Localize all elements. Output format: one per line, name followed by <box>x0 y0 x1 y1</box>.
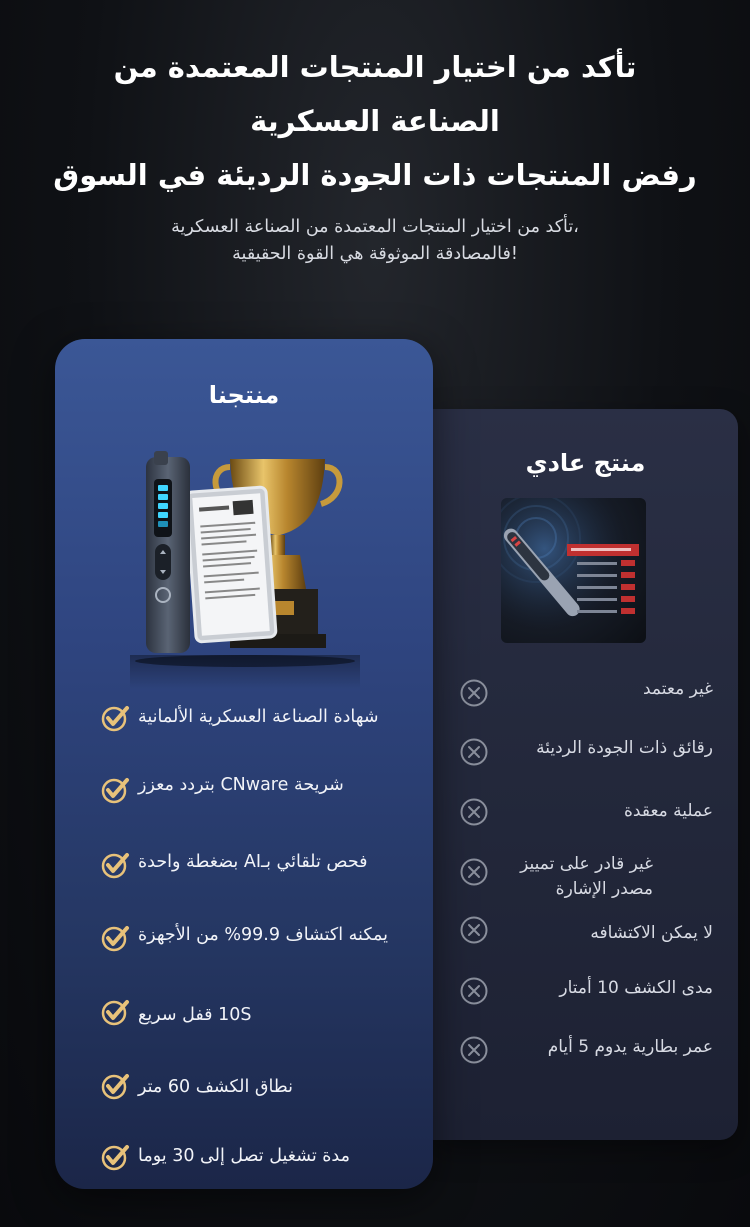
normal-feature-label: غير معتمد <box>643 679 713 699</box>
our-feature-label: يمكنه اكتشاف 99.9% من الأجهزة <box>138 925 388 945</box>
our-feature-item <box>55 917 433 957</box>
normal-product-image <box>501 498 646 643</box>
normal-feature-label: غير قادر على تمييز مصدر الإشارة <box>520 854 653 899</box>
gold-check-icon <box>100 849 132 881</box>
x-circle-icon <box>459 976 489 1006</box>
headline-line-1: تأكد من اختيار المنتجات المعتمدة من <box>113 50 637 84</box>
normal-product-title: منتج عادي <box>525 449 646 477</box>
headline-line-2: الصناعة العسكرية <box>250 104 500 138</box>
x-circle-icon <box>459 737 489 767</box>
x-circle-icon <box>459 857 489 887</box>
gold-check-icon <box>100 1070 132 1102</box>
our-product-card <box>55 339 433 1189</box>
our-feature-label: فحص تلقائي بـAI بضغطة واحدة <box>138 852 368 872</box>
gold-check-icon <box>100 922 132 954</box>
our-feature-label: نطاق الكشف 60 متر <box>138 1077 294 1097</box>
our-feature-label: 10S قفل سريع <box>138 1005 252 1025</box>
gold-check-icon <box>100 774 132 806</box>
our-feature-label: شهادة الصناعة العسكرية الألمانية <box>138 707 379 727</box>
normal-feature-label: عملية معقدة <box>624 801 713 821</box>
our-feature-item <box>55 844 433 884</box>
our-feature-item <box>55 1065 433 1105</box>
headline-line-3: رفض المنتجات ذات الجودة الرديئة في السوق <box>53 158 697 192</box>
normal-feature-label: لا يمكن الاكتشافه <box>590 923 713 943</box>
normal-feature-label: مدى الكشف 10 أمتار <box>559 978 713 998</box>
product-with-trophy-image <box>130 449 360 689</box>
normal-feature-label: رقائق ذات الجودة الرديئة <box>536 738 713 758</box>
page-headline <box>0 40 750 202</box>
subtitle-line-2: فالمصادقة الموثوقة هي القوة الحقيقية! <box>232 244 518 264</box>
x-circle-icon <box>459 797 489 827</box>
normal-product-card <box>433 409 738 1140</box>
our-feature-label: شريحة CNware بتردد معزز <box>138 775 344 795</box>
our-feature-item <box>55 1136 433 1176</box>
x-circle-icon <box>459 1035 489 1065</box>
our-feature-label: مدة تشغيل تصل إلى 30 يوما <box>138 1146 350 1166</box>
gold-check-icon <box>100 702 132 734</box>
x-circle-icon <box>459 678 489 708</box>
subtitle-line-1: تأكد من اختيار المنتجات المعتمدة من الصناعة العسكرية، <box>171 217 579 237</box>
our-feature-item <box>55 991 433 1031</box>
gold-check-icon <box>100 1141 132 1173</box>
page-subtitle <box>0 214 750 268</box>
our-feature-item <box>55 769 433 809</box>
our-feature-item <box>55 697 433 737</box>
x-circle-icon <box>459 915 489 945</box>
normal-feature-label: عمر بطارية يدوم 5 أيام <box>547 1037 713 1057</box>
our-product-title: منتجنا <box>208 381 280 409</box>
gold-check-icon <box>100 996 132 1028</box>
